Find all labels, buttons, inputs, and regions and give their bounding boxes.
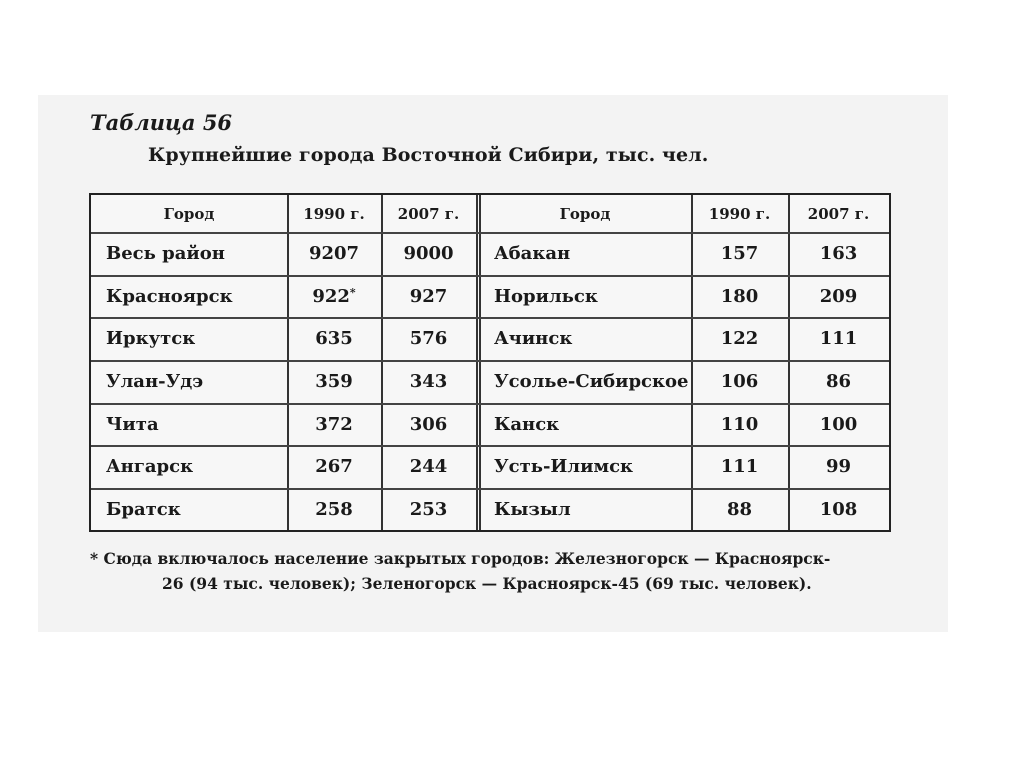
population-cell: 111: [819, 328, 858, 349]
column-header: Город: [163, 204, 215, 223]
city-name-cell: Братск: [106, 498, 181, 520]
city-name-cell: Усть-Илимск: [494, 456, 634, 477]
population-cell: 99: [825, 456, 852, 477]
population-cell: 157: [720, 243, 759, 264]
column-header: 1990 г.: [708, 204, 771, 223]
population-cell: 635: [315, 328, 353, 349]
population-cell: 343: [409, 371, 448, 392]
city-name-cell: Ачинск: [494, 328, 573, 349]
population-cell: 267: [315, 456, 353, 477]
population-cell: 86: [825, 371, 852, 392]
footnote: [90, 546, 910, 596]
population-cell: 9207: [308, 243, 360, 264]
population-cell: 111: [720, 456, 759, 477]
population-cell: 110: [720, 413, 759, 435]
column-header: 2007 г.: [807, 204, 870, 223]
population-cell: 927: [409, 285, 448, 307]
population-cell: 258: [315, 498, 353, 520]
column-divider: [476, 195, 478, 530]
city-name-cell: Усолье-Сибирское: [494, 371, 689, 392]
population-cell: 108: [819, 498, 858, 520]
city-name-cell: Абакан: [494, 243, 571, 264]
footnote-line-2: 26 (94 тыс. человек); Зеленогорск — Красноярск-45 (69 тыс. человек).: [162, 574, 812, 593]
column-header: 2007 г.: [397, 204, 460, 223]
population-cell: 922 *: [312, 285, 356, 307]
city-name-cell: Улан-Удэ: [106, 371, 204, 392]
population-cell: 306: [409, 413, 448, 435]
population-cell: 244: [409, 456, 448, 477]
population-table: [89, 193, 891, 532]
column-header: 1990 г.: [303, 204, 365, 223]
city-name-cell: Чита: [106, 413, 159, 435]
population-cell: 100: [819, 413, 858, 435]
population-cell: 106: [720, 371, 759, 392]
city-name-cell: Весь район: [106, 243, 225, 264]
population-cell: 359: [315, 371, 353, 392]
table-caption: Таблица 56: [90, 110, 233, 135]
footnote-line-1: * Сюда включалось население закрытых городов: Железногорск — Красноярск-: [90, 549, 831, 568]
population-cell: 122: [720, 328, 759, 349]
column-header: Город: [559, 204, 611, 223]
population-cell: 180: [720, 285, 759, 307]
population-cell: 163: [819, 243, 858, 264]
population-cell: 88: [726, 498, 753, 520]
city-name-cell: Канск: [494, 413, 560, 435]
population-cell: 209: [819, 285, 858, 307]
population-cell: 372: [315, 413, 353, 435]
city-name-cell: Красноярск: [106, 285, 233, 307]
population-cell: 253: [409, 498, 448, 520]
city-name-cell: Иркутск: [106, 328, 196, 349]
city-name-cell: Норильск: [494, 285, 598, 307]
table-title: Крупнейшие города Восточной Сибири, тыс. чел.: [148, 144, 709, 166]
city-name-cell: Ангарск: [106, 456, 194, 477]
city-name-cell: Кызыл: [494, 498, 571, 520]
population-cell: 9000: [403, 243, 454, 264]
population-cell: 576: [409, 328, 448, 349]
